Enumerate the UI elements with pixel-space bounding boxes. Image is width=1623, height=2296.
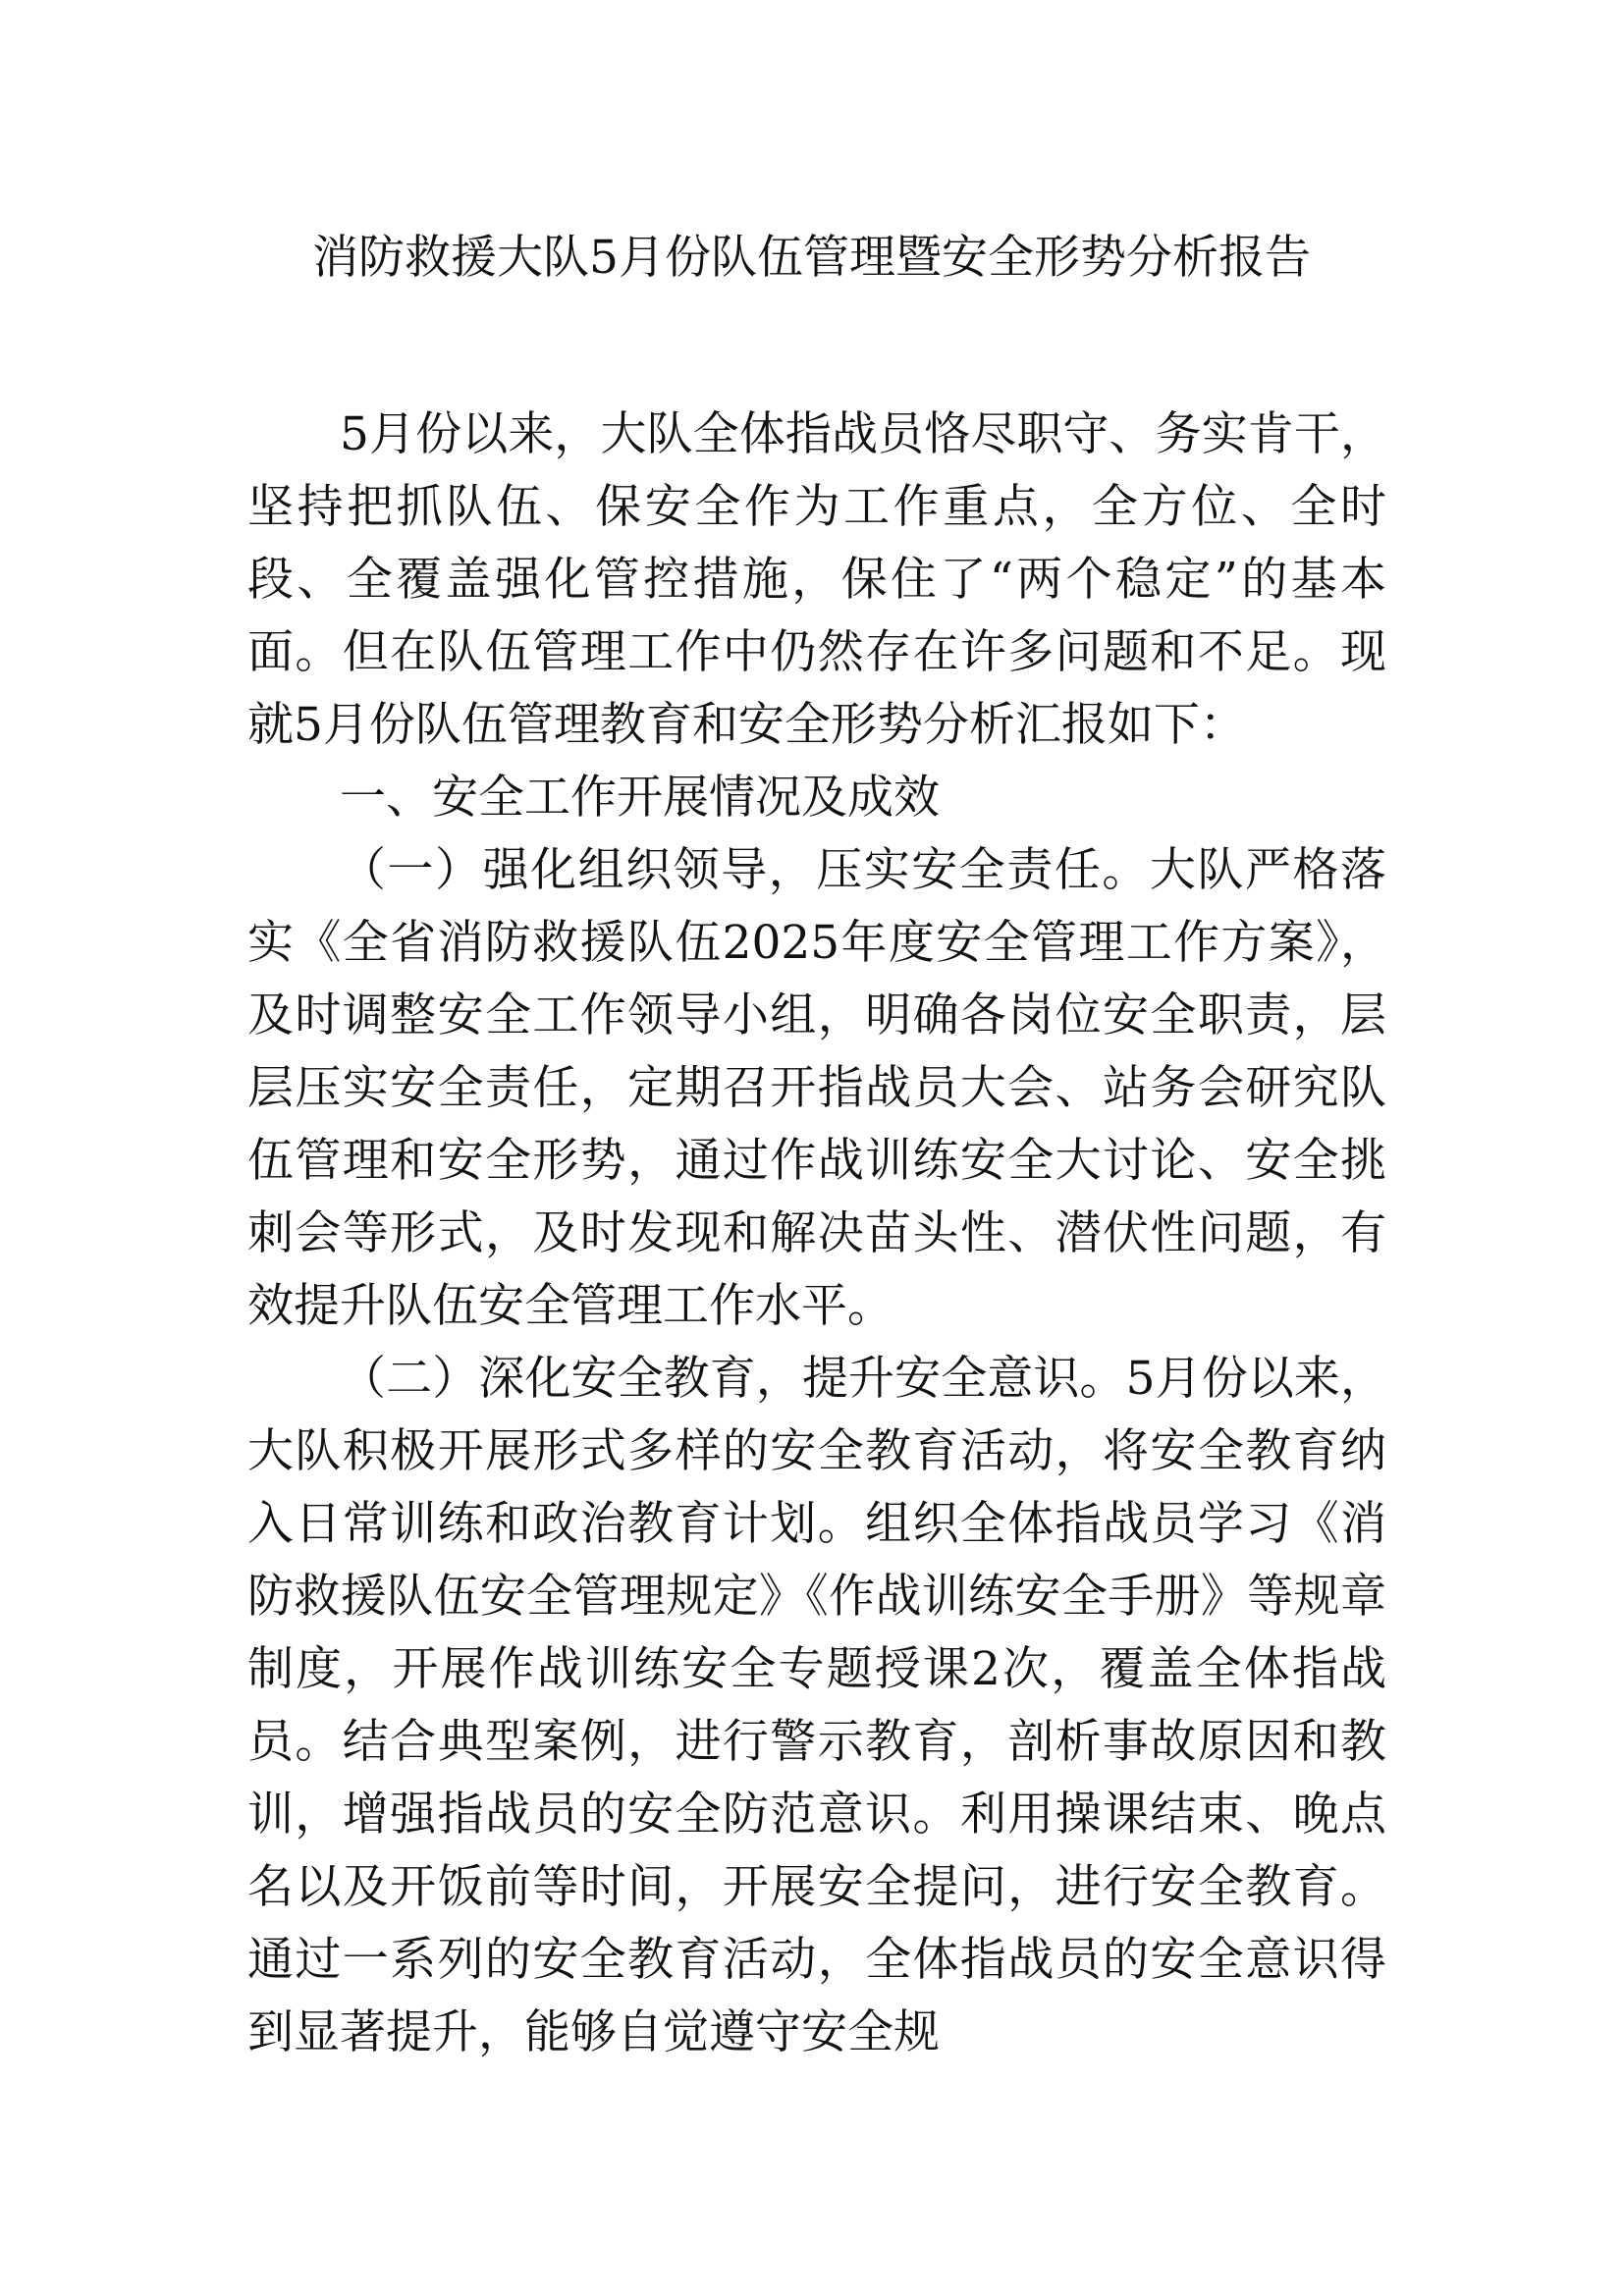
document-body [247,399,1386,2069]
subsection-1-paragraph: （一）强化组织领导，压实安全责任。大队严格落实《全省消防救援队伍2025年度安全管理工作方案》，及时调整安全工作领导小组，明确各岗位安全职责，层层压实安全责任，定期召开指战员大会、站务会研究队伍管理和安全形势，通过作战训练安全大讨论、安全挑刺会等形式，及时发现和解决苗头性、潜伏性问题，有效提升队伍安全管理工作水平。 [247,843,1386,1333]
document-title: 消防救援大队5月份队伍管理暨安全形势分析报告 [312,231,1311,285]
intro-paragraph: 5月份以来，大队全体指战员恪尽职守、务实肯干，坚持把抓队伍、保安全作为工作重点，全方位、全时段、全覆盖强化管控措施，保住了“两个稳定”的基本面。但在队伍管理工作中仍然存在许多问题和不足。现就5月份队伍管理教育和安全形势分析汇报如下： [247,407,1386,752]
section-heading: 一、安全工作开展情况及成效 [340,771,940,825]
subsection-2-paragraph: （二）深化安全教育，提升安全意识。5月份以来，大队积极开展形式多样的安全教育活动，将安全教育纳入日常训练和政治教育计划。组织全体指战员学习《消防救援队伍安全管理规定》《作战训练安全手册》等规章制度，开展作战训练安全专题授课2次，覆盖全体指战员。结合典型案例，进行警示教育，剖析事故原因和教训，增强指战员的安全防范意识。利用操课结束、晚点名以及开饭前等时间，开展安全提问，进行安全教育。通过一系列的安全教育活动，全体指战员的安全意识得到显著提升，能够自觉遵守安全规 [247,1352,1386,2059]
